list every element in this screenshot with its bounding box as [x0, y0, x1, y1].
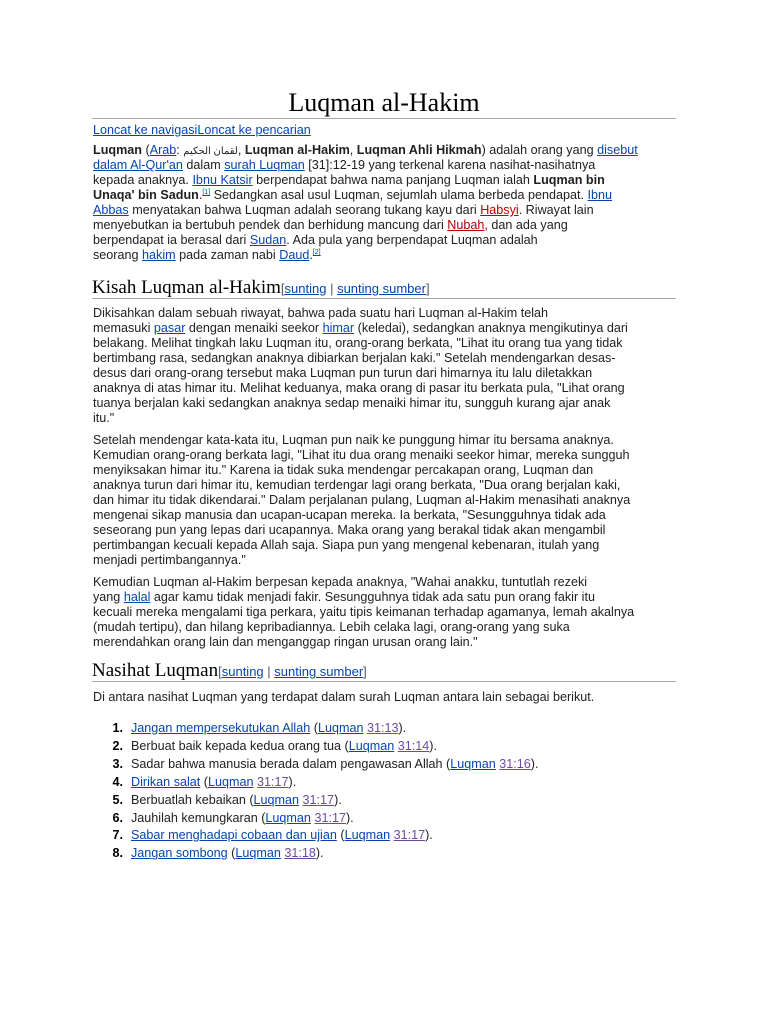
surah-luqman-link[interactable]: Luqman — [344, 828, 391, 843]
para-line: belakang. Melihat tingkah laku Luqman itu, orang-orang berkata, "Lihat itu orang tua yang tidak — [93, 336, 623, 350]
halal-link[interactable]: halal — [123, 590, 151, 604]
intro-line — [93, 188, 677, 203]
bracket: [ — [280, 281, 285, 296]
surah-luqman-link[interactable]: Luqman — [450, 756, 496, 771]
list-number: 4. — [112, 774, 123, 789]
para-line: merendahkan orang lain dan menganggap ringan urusan orang lain." — [93, 635, 478, 649]
nasihat-text: Sadar bahwa manusia berada dalam pengawasan Allah — [131, 756, 443, 771]
edit-source-link[interactable]: sunting sumber — [274, 664, 364, 679]
para-line: mengenai sikap manusia dan ucapan-ucapan mereka. Ia berkata, "Sesungguhnya tidak ada — [93, 508, 606, 522]
para-line: desus dari orang-orang tersebut maka Luqman pun turun dari himarnya itu lalu diletakkan — [93, 366, 593, 380]
nasihat-link[interactable]: Sabar menghadapi cobaan dan ujian — [131, 828, 337, 843]
surah-luqman-link[interactable]: Luqman — [265, 810, 311, 825]
list-number: 3. — [112, 756, 123, 771]
nasihat-text: Jauhilah kemungkaran — [131, 810, 258, 825]
text: kepada anaknya. — [93, 173, 193, 187]
para-line: (mudah tertipu), dan hilang kepribadiannya. Lebih celaka lagi, orang-orang yang suka — [93, 620, 570, 634]
para-line: Setelah mendengar kata-kata itu, Luqman pun naik ke punggung himar itu bersama anaknya. — [93, 433, 614, 447]
paren-close: ). — [425, 828, 433, 843]
skip-to-search-link[interactable]: Loncat ke pencarian — [197, 123, 311, 137]
verse-ref-link[interactable]: 31:17 — [302, 792, 335, 807]
text: pada zaman nabi — [175, 248, 280, 262]
habsyi-link[interactable]: Habsyi — [480, 203, 519, 217]
list-item — [93, 738, 653, 756]
intro-line — [93, 233, 677, 248]
bold-term: Luqman al-Hakim — [244, 143, 350, 157]
text: ) adalah orang yang — [481, 143, 598, 157]
text: agar kamu tidak menjadi fakir. Sesungguhnya tidak ada satu pun orang fakir itu — [150, 590, 595, 604]
para-line: pertimbangan kecuali kepada Allah saja. Siapa pun yang mengenal kebenaran, itulah yang — [93, 538, 600, 552]
surah-luqman-link[interactable]: Luqman — [208, 774, 254, 789]
edit-section-links — [218, 664, 367, 679]
paren-open: ( — [257, 810, 266, 825]
verse-ref-link[interactable]: 31:13 — [366, 721, 399, 735]
text: , — [349, 143, 357, 157]
paren-close: ). — [334, 792, 342, 807]
bracket: ] — [363, 664, 367, 679]
para-line: menyiksakan himar itu." Karena ia tidak suka mendengar percakapan orang, Luqman dan — [93, 463, 594, 477]
surah-luqman-link[interactable]: Luqman — [235, 846, 281, 861]
ibnu-abbas-link[interactable]: Ibnu — [587, 188, 613, 202]
bracket: [ — [218, 664, 222, 679]
list-item — [93, 720, 653, 738]
para-line: kecuali mereka mengalami tiga perkara, yaitu tipis keimanan terhadap agamanya, lemah akalnya — [93, 605, 635, 619]
text: berpendapat ia berasal dari — [93, 233, 250, 247]
nasihat-text: Berbuatlah kebaikan — [131, 792, 246, 807]
text: (keledai), sedangkan anaknya mengikutinya dari — [354, 321, 628, 335]
text: : — [176, 143, 184, 157]
text: memasuki — [93, 321, 154, 335]
text: Sedangkan asal usul Luqman, sejumlah ulama berbeda pendapat. — [210, 188, 588, 202]
skip-to-navigation-link[interactable]: Loncat ke navigasi — [93, 123, 198, 137]
intro-line — [93, 173, 677, 188]
list-item — [93, 756, 653, 774]
text: . Riwayat lain — [518, 203, 594, 217]
paren-close: ). — [429, 738, 437, 753]
separator: | — [263, 664, 275, 679]
list-item — [93, 810, 653, 828]
para-line: Kemudian Luqman al-Hakim berpesan kepada anaknya, "Wahai anakku, tuntutlah rezeki — [93, 575, 588, 589]
paren-open: ( — [227, 846, 236, 861]
para-line: anaknya turun dari himar itu, kemudian terdengar lagi orang berkata, "Dua orang berjalan kaki, — [93, 478, 621, 492]
nasihat-text: Berbuat baik kepada kedua orang tua — [131, 738, 342, 753]
text: menyebutkan ia bertubuh pendek dan berhidung mancung dari — [93, 218, 448, 232]
page-title: Luqman al-Hakim — [288, 88, 480, 117]
para-line: dan himar itu tidak dikendarai." Dalam perjalanan pulang, Luqman al-Hakim menasihati anaknya — [93, 493, 631, 507]
verse-ref-link[interactable]: 31:17 — [257, 774, 289, 789]
para-line — [93, 321, 677, 336]
bold-term: Luqman Ahli Hikmah — [356, 143, 482, 157]
para-line: Dikisahkan dalam sebuah riwayat, bahwa pada suatu hari Luqman al-Hakim telah — [93, 306, 549, 320]
list-item — [93, 792, 653, 810]
al-quran-link[interactable]: dalam Al-Qur'an — [93, 158, 183, 172]
paren-close: ). — [530, 756, 539, 771]
para-line: seseorang pun yang lepas dari ucapannya. Maka orang yang berakal tidak akan mengambil — [93, 523, 606, 537]
intro-line — [93, 218, 677, 233]
paren-close: ). — [315, 846, 324, 861]
list-item — [93, 774, 653, 792]
pasar-link[interactable]: pasar — [153, 321, 186, 335]
text: berpendapat bahwa nama panjang Luqman ialah — [252, 173, 534, 187]
paren-open: ( — [200, 774, 208, 789]
daud-link[interactable]: Daud — [279, 248, 310, 262]
paren-open: ( — [336, 828, 345, 843]
nubah-link[interactable]: Nubah — [447, 218, 485, 232]
reference-2[interactable]: [2] — [312, 248, 321, 256]
text: seorang — [93, 248, 143, 262]
bold-term: Unaqa' bin Sadun — [93, 188, 199, 202]
title-divider — [92, 118, 676, 119]
himar-link[interactable]: himar — [322, 321, 355, 335]
ibnu-katsir-link[interactable]: Ibnu Katsir — [192, 173, 253, 187]
bracket: ] — [425, 281, 430, 296]
nasihat-link[interactable]: Jangan sombong — [131, 846, 228, 861]
heading-text: Nasihat Luqman — [92, 660, 219, 681]
nasihat-intro: Di antara nasihat Luqman yang terdapat dalam surah Luqman antara lain sebagai berikut. — [93, 690, 595, 704]
nasihat-link[interactable]: Dirikan salat — [131, 774, 201, 789]
text: . — [309, 248, 313, 262]
edit-link[interactable]: sunting — [284, 281, 327, 296]
reference-1[interactable]: [1] — [202, 188, 211, 196]
paren-close: ). — [345, 810, 354, 825]
text: , — [237, 143, 245, 157]
text: menyatakan bahwa Luqman adalah seorang tukang kayu dari — [128, 203, 481, 217]
paren-close: ). — [398, 721, 407, 735]
verse-ref-link[interactable]: 31:17 — [314, 810, 346, 825]
separator: | — [326, 281, 338, 296]
paren-open: ( — [341, 738, 349, 753]
bold-term: Luqman — [93, 143, 142, 157]
intro-line — [93, 203, 677, 218]
edit-source-link[interactable]: sunting sumber — [337, 281, 426, 296]
para-line: Kemudian orang-orang berkata lagi, "Lihat itu dua orang menaiki seekor himar, mereka sungguh — [93, 448, 630, 462]
para-line: menjadi pertimbangannya." — [93, 553, 246, 567]
para-line: bertimbang rasa, sedangkan anaknya dibiarkan berjalan kaki." Setelah mendengarkan desas- — [93, 351, 616, 365]
list-number: 7. — [112, 828, 123, 843]
intro-line — [93, 248, 677, 263]
section-divider — [92, 298, 676, 299]
para-line — [93, 590, 677, 605]
text: , dan ada yang — [484, 218, 568, 232]
list-number: 5. — [112, 792, 123, 807]
list-number: 6. — [112, 810, 123, 825]
text: dalam — [182, 158, 225, 172]
text: dengan menaiki seekor — [185, 321, 323, 335]
paren-open: ( — [310, 721, 318, 735]
hakim-link[interactable]: hakim — [142, 248, 176, 262]
list-number: 2. — [112, 738, 123, 753]
arabic-name: لقمان الحكيم — [183, 146, 238, 157]
list-number: 8. — [112, 846, 123, 861]
verse-ref-link[interactable]: 31:18 — [284, 846, 316, 861]
paren-close: ). — [288, 774, 297, 789]
verse-ref-link[interactable]: 31:16 — [499, 756, 531, 771]
text: ( — [141, 143, 150, 157]
sudan-link[interactable]: Sudan — [249, 233, 287, 247]
list-number: 1. — [112, 721, 123, 735]
section-divider — [92, 681, 676, 682]
para-line: itu." — [93, 411, 115, 425]
heading-text: Kisah Luqman al-Hakim — [92, 277, 281, 298]
paren-open: ( — [442, 756, 451, 771]
para-line: tuanya berjalan kaki sedangkan anaknya sedap menaiki himar itu, sungguh kurang ajar anak — [93, 396, 611, 410]
nasihat-list — [93, 720, 653, 863]
intro-line — [93, 158, 677, 173]
bold-term: Luqman bin — [533, 173, 605, 187]
surah-luqman-link[interactable]: Luqman — [317, 721, 364, 735]
verse-ref-link[interactable]: 31:17 — [393, 828, 426, 843]
disebut-link[interactable]: disebut — [597, 143, 638, 157]
surah-luqman-link[interactable]: Luqman — [253, 792, 300, 807]
surah-luqman-link[interactable]: surah Luqman — [224, 158, 305, 172]
edit-link[interactable]: sunting — [221, 664, 264, 679]
text: . Ada pula yang berpendapat Luqman adalah — [286, 233, 538, 247]
skip-links — [93, 123, 677, 138]
edit-section-links — [281, 281, 430, 296]
nasihat-link[interactable]: Jangan mempersekutukan Allah — [131, 721, 311, 735]
text: [31]:12-19 yang terkenal karena nasihat-nasihatnya — [304, 158, 596, 172]
text: yang — [93, 590, 124, 604]
verse-ref-link[interactable]: 31:14 — [397, 738, 430, 753]
list-item — [93, 845, 653, 863]
paren-open: ( — [245, 792, 254, 807]
ibnu-abbas-link-cont[interactable]: Abbas — [93, 203, 129, 217]
list-item — [93, 827, 653, 845]
text: . — [198, 188, 203, 202]
surah-luqman-link[interactable]: Luqman — [348, 738, 395, 753]
arab-link[interactable]: Arab — [149, 143, 177, 157]
para-line: anaknya di atas himar itu. Melihat keduanya, maka orang di pasar itu berkata pula, "Lihat orang — [93, 381, 625, 395]
